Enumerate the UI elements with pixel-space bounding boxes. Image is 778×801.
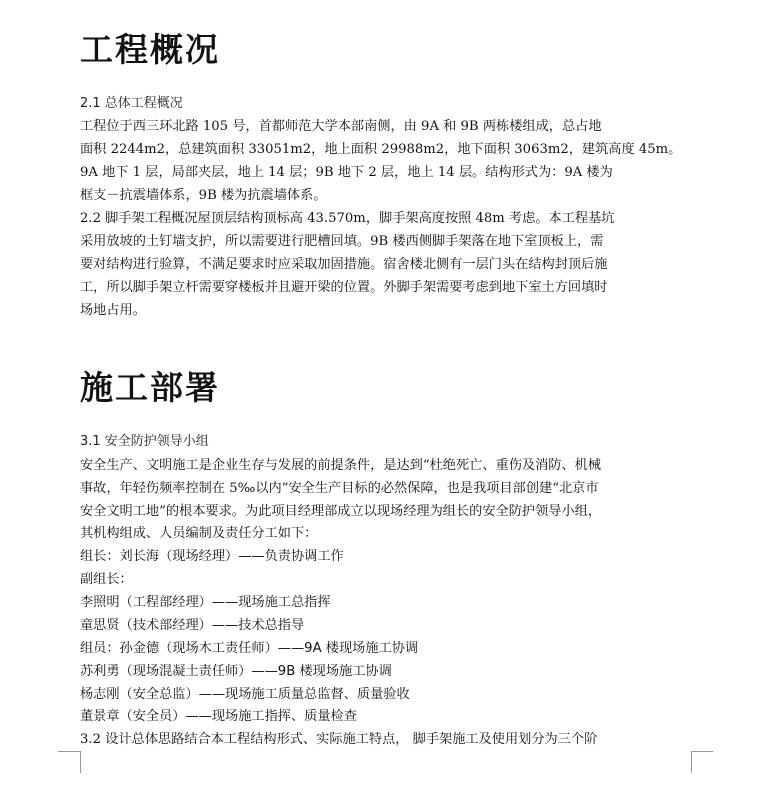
paragraph-line: 安全生产、文明施工是企业生存与发展的前提条件，是达到“杜绝死亡、重伤及消防、机械 bbox=[80, 458, 602, 473]
roster-line: 董景章（安全员）——现场施工指挥、质量检查 bbox=[80, 709, 357, 724]
roster-line: 组员：孙金德（现场木工责任师）——9A 楼现场施工协调 bbox=[80, 641, 419, 656]
subsection-title-3-1: 3.1 安全防护领导小组 bbox=[80, 434, 209, 449]
paragraph-line: 2.2 脚手架工程概况屋顶层结构顶标高 43.570m，脚手架高度按照 48m 考虑。本工程基坑 bbox=[80, 211, 615, 226]
section-title-project-overview: 工程概况 bbox=[80, 30, 220, 69]
paragraph-line: 9A 地下 1 层，局部夹层，地上 14 层；9B 地下 2 层，地上 14 层。结构形式为：9A 楼为 bbox=[80, 165, 613, 180]
margin-corner-mark-left bbox=[58, 751, 80, 752]
subsection-title-2-1: 2.1 总体工程概况 bbox=[80, 96, 183, 111]
paragraph-line: 安全文明工地”的根本要求。为此项目经理部成立以现场经理为组长的安全防护领导小组， bbox=[80, 504, 602, 519]
paragraph-line: 3.2 设计总体思路结合本工程结构形式、实际施工特点， 脚手架施工及使用划分为三个阶 bbox=[80, 732, 598, 747]
paragraph-line: 面积 2244m2，总建筑面积 33051m2，地上面积 29988m2，地下面积 3063m2，建筑高度 45m。 bbox=[80, 142, 682, 157]
paragraph-line: 事故，年轻伤频率控制在 5‰以内”安全生产目标的必然保障，也是我项目部创建“北京市 bbox=[80, 481, 599, 496]
paragraph-line: 框支－抗震墙体系，9B 楼为抗震墙体系。 bbox=[80, 188, 327, 203]
roster-line: 李照明（工程部经理）——现场施工总指挥 bbox=[80, 595, 331, 610]
paragraph-line: 工程位于西三环北路 105 号，首都师范大学本部南侧，由 9A 和 9B 两栋楼组成，总占地 bbox=[80, 119, 602, 134]
margin-corner-mark-right bbox=[691, 751, 692, 773]
paragraph-line: 场地占用。 bbox=[80, 303, 146, 318]
roster-line: 童思贤（技术部经理）——技术总指导 bbox=[80, 618, 305, 633]
margin-corner-mark-right bbox=[691, 751, 713, 752]
roster-line: 苏利勇（现场混凝土责任师）——9B 楼现场施工协调 bbox=[80, 664, 392, 679]
roster-line: 副组长： bbox=[80, 572, 133, 587]
roster-line: 杨志刚（安全总监）——现场施工质量总监督、质量验收 bbox=[80, 687, 410, 702]
paragraph-line: 要对结构进行验算，不满足要求时应采取加固措施。宿舍楼北侧有一层门头在结构封顶后施 bbox=[80, 257, 608, 272]
paragraph-line: 其机构组成、人员编制及责任分工如下： bbox=[80, 526, 318, 541]
paragraph-line: 采用放坡的土钉墙支护，所以需要进行肥槽回填。9B 楼西侧脚手架落在地下室顶板上，需 bbox=[80, 234, 604, 249]
paragraph-line: 工，所以脚手架立杆需要穿楼板并且避开梁的位置。外脚手架需要考虑到地下室土方回填时 bbox=[80, 280, 608, 295]
margin-corner-mark-left bbox=[80, 751, 81, 773]
roster-line: 组长：刘长海（现场经理）——负责协调工作 bbox=[80, 549, 344, 564]
section-title-construction-deployment: 施工部署 bbox=[80, 368, 220, 407]
